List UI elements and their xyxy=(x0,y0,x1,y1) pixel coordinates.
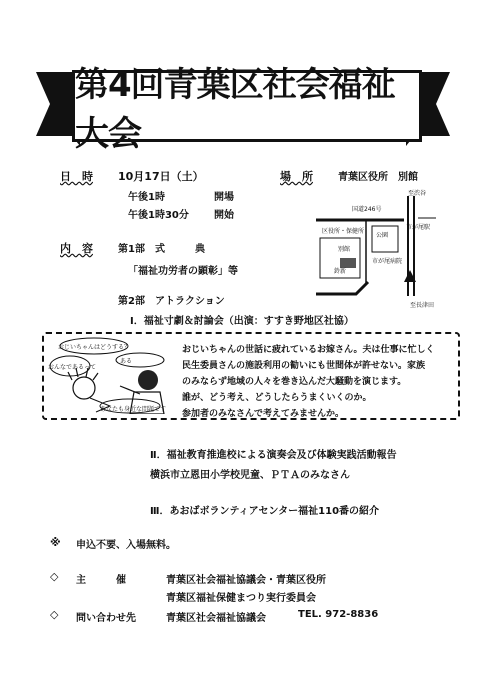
map-hospital: 市が尾病院 xyxy=(372,258,403,265)
venue-label: 場 所 xyxy=(280,170,313,183)
host-mark: ◇ xyxy=(50,570,59,583)
desc-line: おじいちゃんの世話に疲れているお嫁さん。夫は仕事に忙しく xyxy=(182,345,435,355)
host-org-1: 青葉区社会福祉協議会・青葉区役所 xyxy=(166,575,326,586)
item2-detail: 横浜市立恩田小学校児童、ＰＴＡのみなさん xyxy=(150,470,350,481)
open-text: 開場 xyxy=(214,192,234,203)
host-label: 主 催 xyxy=(76,575,126,586)
speech-4: あなたも身近な問題です xyxy=(100,406,167,413)
date-label: 日 時 xyxy=(60,170,93,183)
part1: 第1部 式 典 xyxy=(118,244,205,255)
item3: Ⅲ．あおばボランティアセンター福祉110番の紹介 xyxy=(150,506,380,517)
desc-line: 民生委員さんの施設利用の勧いにも世間体が許せない。家族 xyxy=(182,361,426,371)
contact-label: 問い合わせ先 xyxy=(76,613,136,624)
item1: Ⅰ．福祉寸劇＆討論会（出演：すすき野地区社協） xyxy=(130,316,354,327)
contact-mark: ◇ xyxy=(50,608,59,621)
map-shop: 鈴新 xyxy=(334,268,347,275)
part2: 第2部 アトラクション xyxy=(118,296,225,307)
speech-3: ある xyxy=(120,358,133,365)
contact-org: 青葉区社会福祉協議会 xyxy=(166,613,266,624)
map-route: 国道246号 xyxy=(352,206,382,213)
speech-2: おんなであるって xyxy=(48,364,97,371)
start-time: 午後1時30分 xyxy=(128,210,189,221)
open-time: 午後1時 xyxy=(128,192,165,203)
desc-line: のみならず地域の人々を巻き込んだ大騒動を演じます。 xyxy=(182,377,407,387)
venue-map xyxy=(316,196,440,314)
host-org-2: 青葉区福祉保健まつり実行委員会 xyxy=(166,593,316,604)
map-office: 区役所・保健所 xyxy=(322,228,365,235)
content-label: 内 容 xyxy=(60,242,93,255)
part1-detail: 「福祉功労者の顕彰」等 xyxy=(128,266,238,277)
venue-value: 青葉区役所 別館 xyxy=(338,172,418,183)
contact-tel: TEL. 972-8836 xyxy=(298,609,379,620)
admission-mark: ※ xyxy=(50,536,61,549)
map-north: 至渋谷 xyxy=(408,190,427,197)
item2: Ⅱ．福祉教育推進校による演奏会及び体験実践活動報告 xyxy=(150,450,397,461)
map-station-side: 至長津田 xyxy=(410,302,435,309)
start-text: 開始 xyxy=(214,210,234,221)
skit-description xyxy=(182,342,450,422)
map-park: 公園 xyxy=(376,232,389,239)
event-date: 10月17日（土） xyxy=(118,170,204,183)
map-station: 市が尾駅 xyxy=(406,224,431,231)
desc-line: 誰が、どう考え、どうしたらうまくいくのか。 xyxy=(182,393,372,403)
admission-text: 申込不要、入場無料。 xyxy=(76,540,176,551)
speech-1: おじいちゃんはどうする？ xyxy=(58,344,131,351)
event-title: 第4回青葉区社会福祉大会 xyxy=(72,70,422,142)
map-annex: 別館 xyxy=(338,246,351,253)
desc-line: 参加者のみなさんで考えてみませんか。 xyxy=(182,409,345,419)
